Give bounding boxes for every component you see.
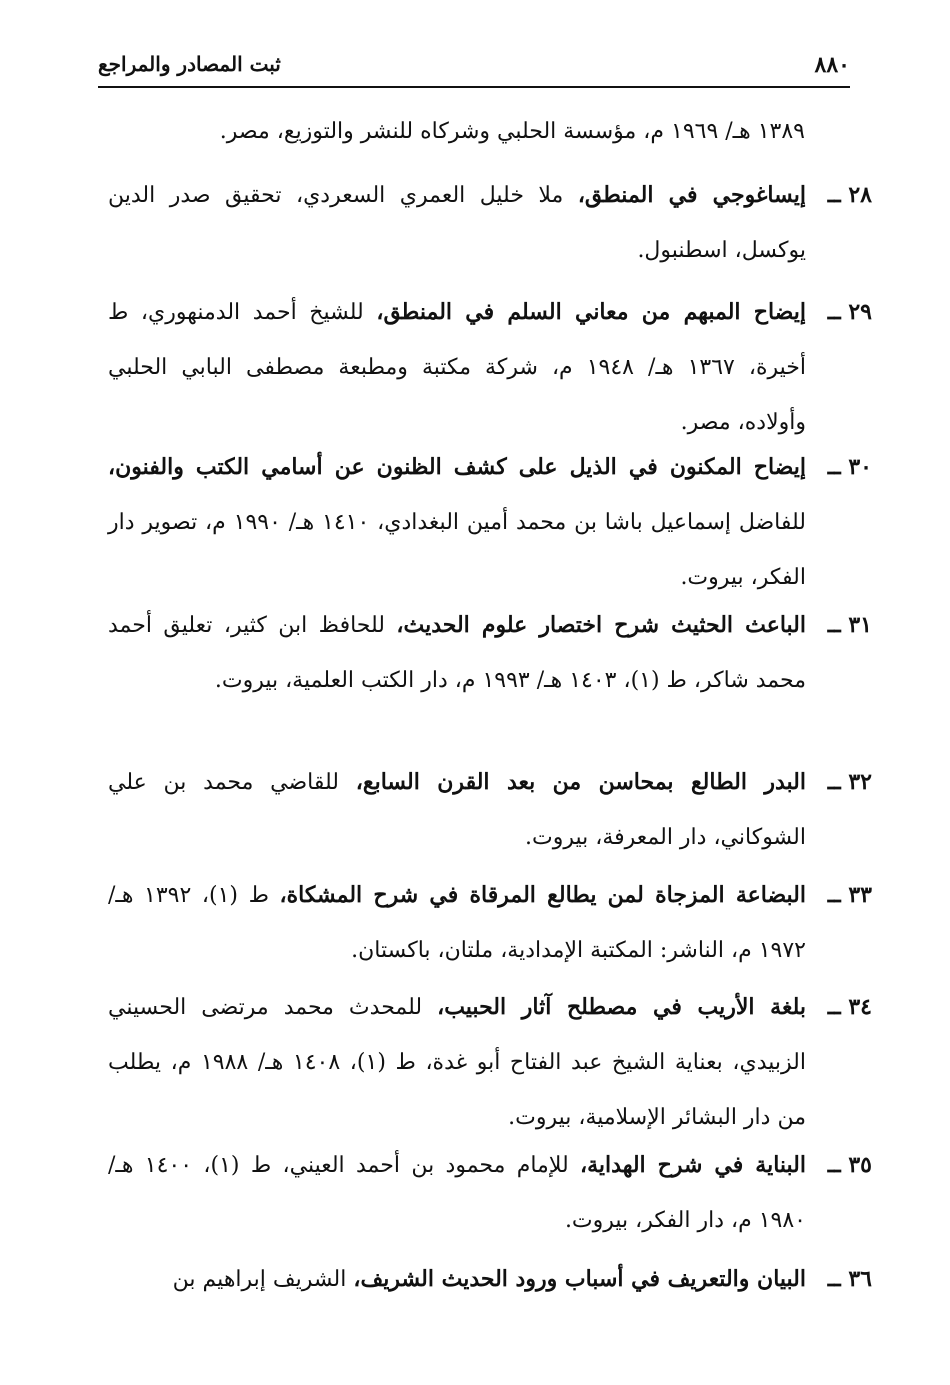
entry-details: للمحدث محمد مرتضى الحسيني الزبيدي، بعناية الشيخ عبد الفتاح أبو غدة، ط (١)، ١٤٠٨ هـ/ ١٩٨٨ م، يطلب من دار البشائر الإسلامية، بيروت. [108,995,806,1130]
reference-entry-31 [108,598,872,708]
reference-entry-33 [108,868,872,978]
entry-title: إيضاح المبهم من معاني السلم في المنطق، [376,299,806,325]
entry-title: البناية في شرح الهداية، [580,1152,806,1178]
entry-number: ٢٨ ــ [827,182,872,208]
entry-details: للفاضل إسماعيل باشا بن محمد أمين البغدادي، ١٤١٠ هـ/ ١٩٩٠ م، تصوير دار الفكر، بيروت. [108,510,807,590]
entry-title: إيضاح المكنون في الذيل على كشف الظنون عن أسامي الكتب والفنون، [108,454,806,480]
reference-entry-32 [108,755,872,865]
entry-details: للحافظ ابن كثير، تعليق أحمد محمد شاكر، ط (١)، ١٤٠٣ هـ/ ١٩٩٣ م، دار الكتب العلمية، بيروت. [108,613,806,693]
reference-entry-35 [108,1138,872,1248]
entry-title: البضاعة المزجاة لمن يطالع المرقاة في شرح المشكاة، [279,882,806,908]
reference-entry-30 [108,440,872,605]
reference-entry-34 [108,980,872,1145]
entry-body [108,598,806,708]
entry-details: ط (١)، ١٣٩٢ هـ/ ١٩٧٢ م، الناشر: المكتبة الإمدادية، ملتان، باكستان. [108,883,806,963]
entry-number: ٣٥ ــ [827,1152,872,1178]
entry-body [108,868,806,978]
entry-body [108,168,806,278]
continuation-text: ١٣٨٩ هـ/ ١٩٦٩ م، مؤسسة الحلبي وشركاه للنشر والتوزيع، مصر. [219,119,805,144]
entry-number: ٣٣ ــ [827,882,872,908]
entry-body [108,285,806,450]
page-header [98,48,850,88]
entry-number: ٢٩ ــ [827,299,872,325]
entry-body [108,1252,806,1307]
entry-body [108,980,806,1145]
entry-body [108,1138,806,1248]
entry-number: ٣١ ــ [827,612,872,638]
entry-number: ٣٦ ــ [827,1266,872,1292]
entry-title: إيساغوجي في المنطق، [577,182,806,208]
entry-number: ٣٤ ــ [827,994,872,1020]
running-title: ثبت المصادر والمراجع [98,52,281,76]
entry-number: ٣٠ ــ [827,454,872,480]
entry-details: الشريف إبراهيم بن [172,1267,354,1292]
reference-entry-29 [108,285,872,450]
entry-body [108,440,806,605]
page-number: ٨٨٠ [814,52,850,78]
entry-title: البيان والتعريف في أسباب ورود الحديث الشريف، [353,1266,806,1292]
entry-title: البدر الطالع بمحاسن من بعد القرن السابع، [355,769,806,795]
entry-number: ٣٢ ــ [827,769,872,795]
entry-title: بلغة الأريب في مصطلح آثار الحبيب، [437,994,806,1020]
entry-details: للإمام محمود بن أحمد العيني، ط (١)، ١٤٠٠ هـ/ ١٩٨٠ م، دار الفكر، بيروت. [108,1153,806,1233]
entry-body [108,755,806,865]
entry-details: للشيخ أحمد الدمنهوري، ط أخيرة، ١٣٦٧ هـ/ ١٩٤٨ م، شركة مكتبة ومطبعة مصطفى البابي الحلبي وأولاده، مصر. [108,300,806,435]
entry-title: الباعث الحثيث شرح اختصار علوم الحديث، [396,612,806,638]
reference-entry-36 [108,1252,872,1307]
reference-entry-28 [108,168,872,278]
entry-details: للقاضي محمد بن علي الشوكاني، دار المعرفة، بيروت. [108,770,806,850]
entry-details: ملا خليل العمري السعردي، تحقيق صدر الدين يوكسل، اسطنبول. [108,183,806,263]
